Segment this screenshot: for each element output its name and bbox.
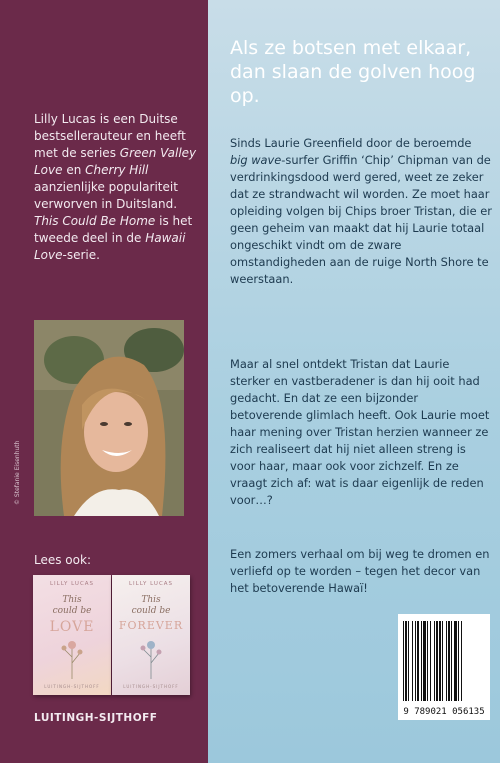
barcode-bars — [402, 621, 486, 701]
book-title-line: could be — [52, 606, 92, 616]
book-title — [112, 595, 190, 617]
isbn-number: 9 789021 056135 — [403, 707, 485, 717]
bio-text: aanzienlijke populariteit verworven in Duitsland. — [34, 180, 178, 211]
barcode-bar — [439, 621, 441, 701]
barcode-bar — [442, 621, 443, 701]
barcode-bar — [427, 621, 428, 701]
book-title — [33, 595, 111, 617]
barcode-bar — [405, 621, 407, 701]
book-title-line: This — [141, 595, 161, 605]
book-title-big: LOVE — [49, 619, 95, 635]
barcode-bar — [403, 621, 404, 701]
barcode-bar — [446, 621, 447, 701]
barcode-bar — [415, 621, 416, 701]
flower-illustration — [136, 635, 166, 679]
barcode-bar — [421, 621, 422, 701]
bio-text: en — [62, 163, 86, 177]
flower-illustration — [57, 635, 87, 679]
series-title-cherry-hill: Cherry Hill — [85, 163, 149, 177]
isbn-barcode — [398, 614, 490, 720]
also-read-label: Lees ook: — [34, 553, 91, 567]
series-title-green-valley: Green Valley Love — [34, 146, 197, 177]
book-author: LILLY LUCAS — [49, 581, 95, 587]
barcode-bar — [461, 621, 462, 701]
photo-credit: © Stefanie Eisenhuth — [14, 440, 21, 505]
book-title-this-could-be-home: This Could Be Home — [34, 214, 156, 228]
bio-text: Lilly Lucas is een Duitse bestsellerauteur en heeft met de series — [34, 112, 186, 160]
blurb-paragraph-1 — [230, 135, 492, 288]
book-title-line: This — [62, 595, 82, 605]
barcode-bar — [451, 621, 452, 701]
blurb-paragraph-2: Maar al snel ontdekt Tristan dat Laurie sterker en vastberadener is dan hij ooit had gedacht. En dat ze een bijzonder betoverende glimlach heeft. Ook Laurie moet haar mening over Tristan herzien wanneer ze zich realiseert dat hij niet alleen streng is voor haar, maar ook voor zichzelf. En ze vraagt zich af: wat is daar eigenlijk de reden voor…? — [230, 357, 490, 507]
book-title-big: FOREVER — [118, 619, 184, 632]
barcode-bar — [434, 621, 435, 701]
book-cover-forever — [112, 575, 190, 695]
barcode-bar — [423, 621, 426, 701]
barcode-bar — [448, 621, 450, 701]
book-publisher: LUITINGH-SIJTHOFF — [123, 684, 179, 689]
book-cover-love — [33, 575, 111, 695]
author-bio — [34, 111, 204, 264]
bio-text: -serie. — [62, 248, 100, 262]
barcode-bar — [408, 621, 409, 701]
barcode-bar — [436, 621, 438, 701]
book-publisher: LUITINGH-SIJTHOFF — [44, 684, 100, 689]
blurb-paragraph-3: Een zomers verhaal om bij weg te dromen en verliefd op te worden – tegen het decor van het betoverende Hawaï! — [230, 547, 490, 595]
series-title-hawaii-love: Hawaii Love — [34, 231, 186, 262]
book-title-line: could be — [131, 606, 171, 616]
blurb-text: Sinds Laurie Greenfield door de beroemde — [230, 136, 472, 150]
book-author: LILLY LUCAS — [128, 581, 174, 587]
bio-text: is het tweede deel in de — [34, 214, 193, 245]
barcode-bar — [454, 621, 457, 701]
barcode-bar — [430, 621, 431, 701]
barcode-bar — [412, 621, 413, 701]
tagline: Als ze botsen met elkaar, dan slaan de golven hoog op. — [230, 37, 476, 107]
blurb-text: -surfer Griffin ‘Chip’ Chipman van de verdrinkingsdood werd gered, weet ze zeker dat ze strandwacht wil worden. Ze moet haar opleiding volgen bij Chips broer Tristan, die er geen geheim van maakt dat hij Laurie totaal ongeschikt vindt om de zware omstandigheden aan de ruige North Shore te weerstaan. — [230, 153, 492, 286]
left-panel — [0, 0, 208, 763]
right-panel — [208, 0, 500, 763]
publisher-logo: LUITINGH-SIJTHOFF — [34, 712, 158, 724]
author-photo — [34, 320, 184, 516]
barcode-bar — [417, 621, 419, 701]
blurb-italic: big wave — [230, 153, 282, 167]
barcode-bar — [458, 621, 459, 701]
